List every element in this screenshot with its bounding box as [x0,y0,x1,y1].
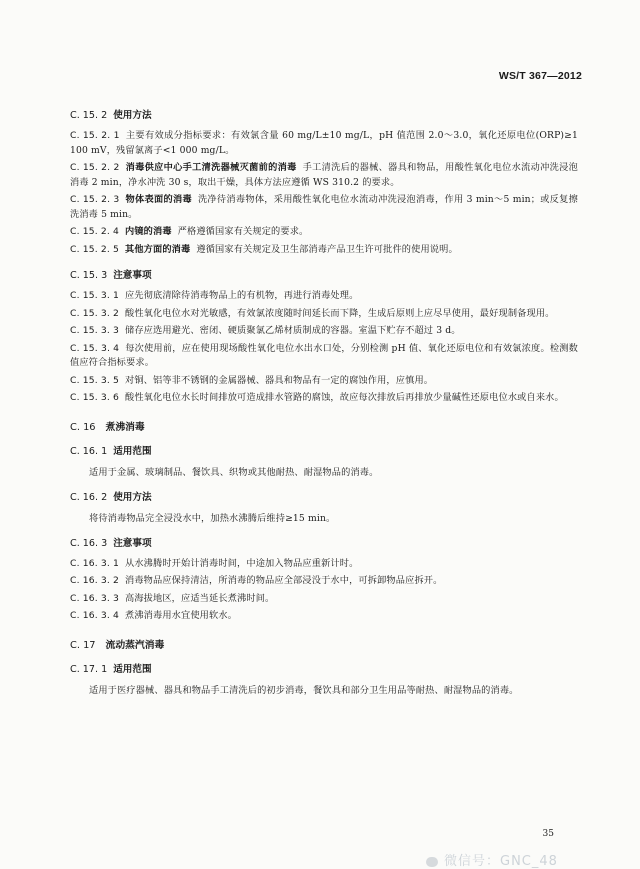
clause-text: 酸性氧化电位水对光敏感，有效氯浓度随时间延长而下降，生成后原则上应尽早使用，最好现制备现用。 [124,307,555,319]
clause-number: C. 16. 3. 2 [70,575,119,586]
wechat-icon [426,857,438,867]
clause-text: 储存应选用避光、密闭、硬质聚氯乙烯材质制成的容器。室温下贮存不超过 3 d。 [124,325,461,336]
heading-number: C. 16. 3 [70,537,108,549]
heading-title: 注意事项 [113,537,152,549]
clause-item [70,225,578,240]
heading-title: 使用方法 [113,110,152,121]
clause-item [70,193,578,222]
clause-item [70,324,578,339]
heading-number: C. 17. 1 [70,663,108,675]
standard-code: WS/T 367—2012 [498,70,582,82]
clause-number: C. 15. 3. 3 [70,325,119,336]
section-heading [70,420,578,435]
clause-text: 主要有效成分指标要求：有效氯含量 60 mg/L±10 mg/L，pH 值范围 2.0～3.0，氧化还原电位(ORP)≥1 100 mV，残留氯离子<1 000 mg/L。 [70,130,578,156]
clause-text: 从水沸腾时开始计消毒时间，中途加入物品应重新计时。 [124,557,359,569]
clause-number: C. 15. 3. 2 [70,307,119,319]
clause-title: 其他方面的消毒 [124,243,191,255]
clause-number: C. 15. 2. 1 [70,130,120,141]
clause-item [70,243,578,258]
clause-text: 煮沸消毒用水宜使用软水。 [124,610,238,621]
heading-number: C. 17 [70,639,96,651]
subsection-heading [70,444,578,459]
clause-text: 酸性氧化电位水长时间排放可造成排水管路的腐蚀，故应每次排放后再排放少量碱性还原电位水或自来水。 [124,392,564,403]
clause-number: C. 15. 3. 4 [70,342,120,354]
clause-item [70,374,578,389]
heading-title: 煮沸消毒 [105,421,145,433]
clause-number: C. 15. 3. 5 [70,374,119,386]
clause-item [70,289,578,304]
clause-item [70,307,578,322]
clause-number: C. 16. 3. 4 [70,610,119,621]
clause-item [70,557,578,572]
document-body [70,108,578,708]
clause-item [70,592,578,607]
clause-number: C. 15. 2. 4 [70,226,119,237]
subsection-heading [70,108,578,123]
subsection-heading [70,490,578,505]
clause-item [70,609,578,624]
clause-text: 应先彻底清除待消毒物品上的有机物，再进行消毒处理。 [124,290,359,301]
clause-number: C. 15. 3. 6 [70,392,119,403]
subsection-heading [70,662,578,677]
heading-title: 流动蒸汽消毒 [105,639,165,651]
clause-text: 每次使用前，应在使用现场酸性氧化电位水出水口处，分别检测 pH 值、氧化还原电位和有效氯浓度。检测数值应符合指标要求。 [70,342,578,368]
spacer [70,260,578,268]
heading-title: 适用范围 [113,663,152,675]
heading-number: C. 16. 2 [70,491,108,503]
clause-text: 洗净待消毒物体，采用酸性氧化电位水流动冲洗浸泡消毒，作用 3 min～5 min；或反复擦洗消毒 5 min。 [70,194,578,220]
watermark-text: 微信号：GNC_48 [444,854,558,869]
clause-text: 消毒物品应保持清洁，所消毒的物品应全部浸没于水中，可拆卸物品应拆开。 [124,575,443,586]
clause-number: C. 15. 2. 5 [70,243,119,255]
clause-item [70,161,578,190]
clause-number: C. 16. 3. 1 [70,557,119,569]
clause-item [70,342,578,371]
heading-number: C. 15. 2 [70,110,108,121]
heading-title: 使用方法 [113,491,152,503]
subsection-heading [70,536,578,551]
heading-number: C. 16 [70,421,96,433]
clause-title: 消毒供应中心手工清洗器械灭菌前的消毒 [125,162,297,173]
clause-text: 对铜、铝等非不锈钢的金属器械、器具和物品有一定的腐蚀作用，应慎用。 [124,374,434,386]
clause-item [70,391,578,406]
heading-number: C. 15. 3 [70,270,108,281]
clause-text: 严格遵循国家有关规定的要求。 [177,226,309,237]
clause-title: 物体表面的消毒 [125,194,192,205]
clause-number: C. 15. 2. 2 [70,162,120,173]
clause-item [70,574,578,589]
clause-item [70,129,578,158]
clause-text: 高海拔地区，应适当延长煮沸时间。 [124,592,275,604]
body-paragraph: 适用于金属、玻璃制品、餐饮具、织物或其他耐热、耐湿物品的消毒。 [89,466,379,478]
body-paragraph: 适用于医疗器械、器具和物品手工清洗后的初步消毒，餐饮具和部分卫生用品等耐热、耐湿物品的消毒。 [89,684,519,696]
clause-title: 内镜的消毒 [124,226,172,237]
watermark [426,850,558,869]
section-heading [70,638,578,653]
page-number: 35 [542,829,554,839]
heading-number: C. 16. 1 [70,445,108,457]
clause-text: 手工清洗后的器械、器具和物品，用酸性氧化电位水流动冲洗浸泡消毒 2 min，净水冲洗 30 s，取出干燥，具体方法应遵循 WS 310.2 的要求。 [70,162,578,188]
clause-text: 遵循国家有关规定及卫生部消毒产品卫生许可批件的使用说明。 [196,243,458,255]
subsection-heading [70,268,578,283]
clause-number: C. 15. 3. 1 [70,290,119,301]
body-paragraph: 将待消毒物品完全浸没水中，加热水沸腾后维持≥15 min。 [89,512,336,524]
heading-title: 注意事项 [113,270,152,281]
heading-title: 适用范围 [113,445,152,457]
clause-number: C. 16. 3. 3 [70,592,119,604]
clause-number: C. 15. 2. 3 [70,194,120,205]
